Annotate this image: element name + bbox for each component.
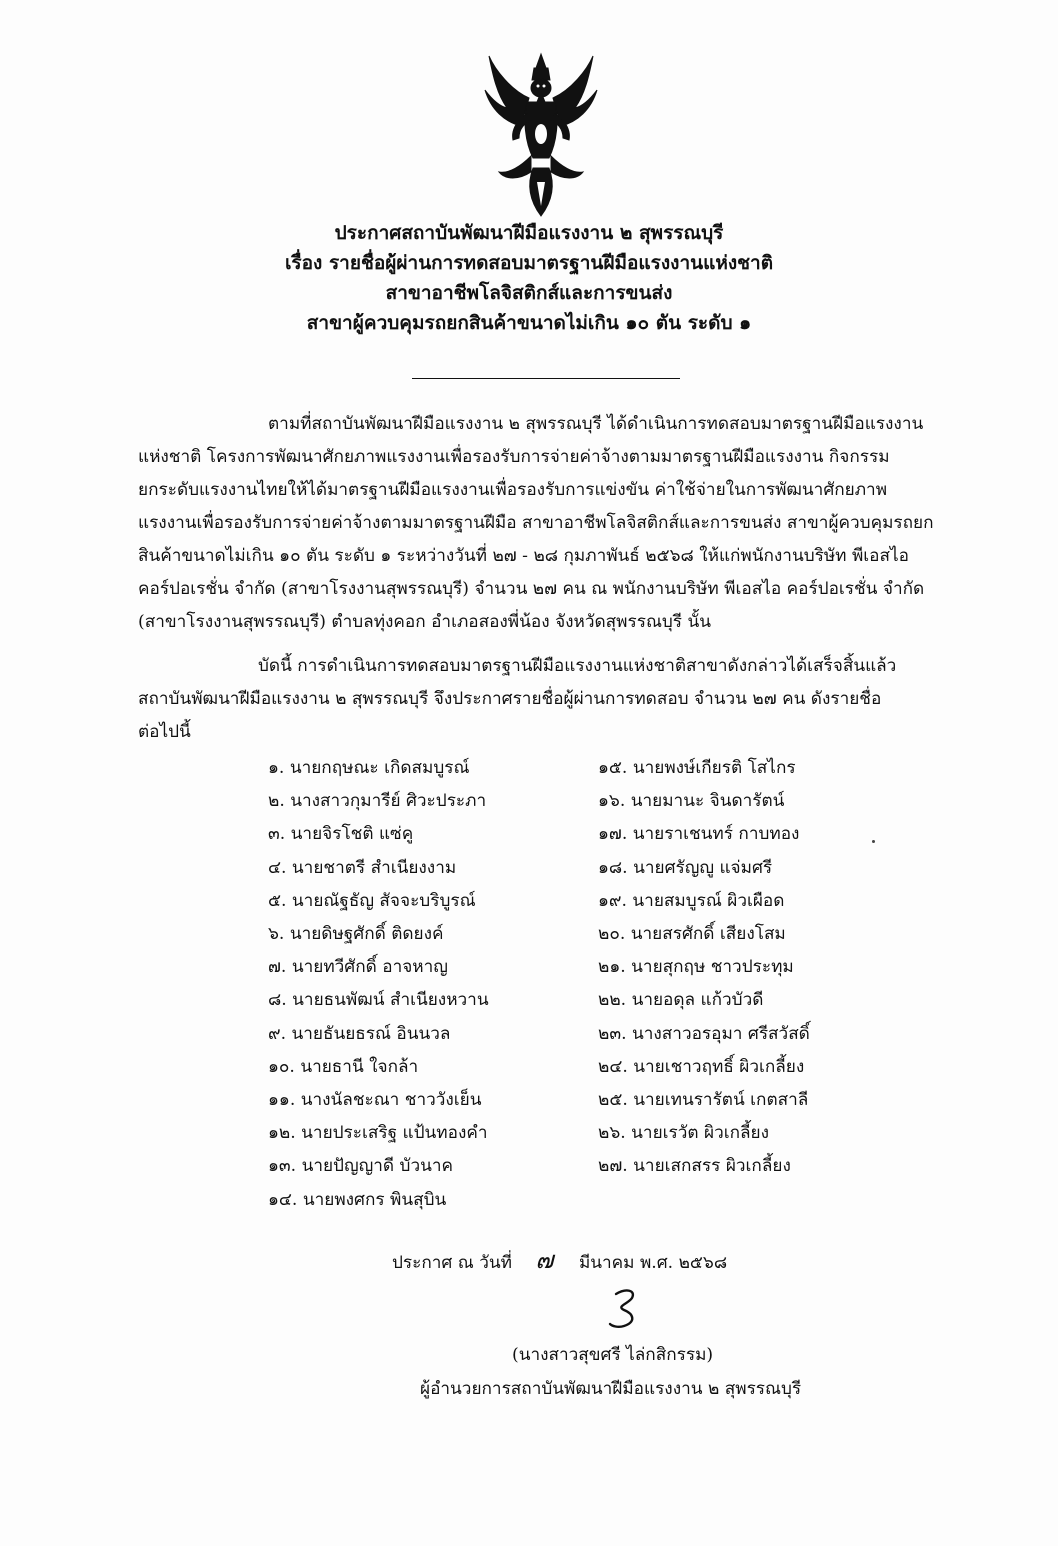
list-item: ๒๗. นายเสกสรร ผิวเกลี้ยง [598,1156,791,1177]
paragraph-line: แห่งชาติ โครงการพัฒนาศักยภาพแรงงานเพื่อรองรับการจ่ายค่าจ้างตามมาตรฐานฝีมือแรงงาน กิจกรรม [138,447,890,467]
paragraph-line: บัดนี้ การดำเนินการทดสอบมาตรฐานฝีมือแรงงานแห่งชาติสาขาดังกล่าวได้เสร็จสิ้นแล้ว [258,656,897,676]
paragraph-line: ตามที่สถาบันพัฒนาฝีมือแรงงาน ๒ สุพรรณบุรี ได้ดำเนินการทดสอบมาตรฐานฝีมือแรงงาน [268,414,924,434]
list-item: ๒๐. นายสรศักดิ์ เสียงโสม [598,924,786,945]
handwritten-day: ๗ [535,1246,554,1274]
garuda-emblem-icon [481,50,601,220]
passed-names-right-column [598,752,810,1184]
signer-name: (นางสาวสุขศรี ไล่กสิกรรม) [512,1345,714,1365]
list-item: ๑๔. นายพงศกร พินสุบิน [268,1189,447,1210]
list-item: ๑๒. นายประเสริฐ แป้นทองคำ [268,1123,488,1144]
scan-speck [872,840,875,843]
paragraph-line: คอร์ปอเรชั่น จำกัด (สาขาโรงงานสุพรรณบุรี) จำนวน ๒๗ คน ณ พนักงานบริษัท พีเอสไอ คอร์ปอเรชั่น จำกัด [138,579,925,599]
announcement-date [392,1240,727,1279]
paragraph-line: แรงงานเพื่อรองรับการจ่ายค่าจ้างตามมาตรฐานฝีมือ สาขาอาชีพโลจิสติกส์และการขนส่ง สาขาผู้ควบคุมรถยก [138,513,934,533]
heading-line-4: สาขาผู้ควบคุมรถยกสินค้าขนาดไม่เกิน ๑๐ ตัน ระดับ ๑ [306,312,752,334]
paragraph-line: สถาบันพัฒนาฝีมือแรงงาน ๒ สุพรรณบุรี จึงประกาศรายชื่อผู้ผ่านการทดสอบ จำนวน ๒๗ คน ดังรายชื่อ [138,689,882,709]
list-item: ๒๔. นายเชาวฤทธิ์ ผิวเกลี้ยง [598,1056,805,1077]
list-item: ๖. นายดิษฐศักดิ์ ติดยงค์ [268,924,444,945]
passed-names-left-column [268,752,489,1217]
paragraph-line: สินค้าขนาดไม่เกิน ๑๐ ตัน ระดับ ๑ ระหว่างวันที่ ๒๗ - ๒๘ กุมภาพันธ์ ๒๕๖๘ ให้แก่พนักงานบริษัท พีเอสไอ [138,546,909,566]
list-item: ๕. นายณัฐธัญ สัจจะบริบูรณ์ [268,890,476,911]
list-item: ๒๖. นายเรวัต ผิวเกลี้ยง [598,1123,770,1144]
paragraph-intro [138,408,976,639]
list-item: ๘. นายธนพัฒน์ สำเนียงหวาน [268,990,489,1011]
heading-line-3: สาขาอาชีพโลจิสติกส์และการขนส่ง [385,282,673,304]
list-item: ๑๐. นายธานี ใจกล้า [268,1056,419,1077]
list-item: ๑๕. นายพงษ์เกียรติ โสไกร [598,758,796,778]
list-item: ๑๑. นางนัลชะณา ชาววังเย็น [268,1090,482,1111]
list-item: ๙. นายธันยธรณ์ อินนวล [268,1023,451,1044]
date-month-year: มีนาคม พ.ศ. ๒๕๖๘ [578,1253,728,1273]
paragraph-line: ต่อไปนี้ [138,722,191,742]
signer-title: ผู้อำนวยการสถาบันพัฒนาฝีมือแรงงาน ๒ สุพรรณบุรี [420,1379,802,1399]
heading-divider [412,378,680,379]
list-item: ๒๕. นายเทนรารัตน์ เกตสาลี [598,1090,809,1111]
list-item: ๒๒. นายอดุล แก้วบัวดี [598,990,764,1011]
list-item: ๑๓. นายปัญญาดี บัวนาค [268,1156,453,1177]
list-item: ๒. นางสาวกุมารีย์ ศิวะประภา [268,791,487,812]
list-item: ๒๓. นางสาวอรอุมา ศรีสวัสดิ์ [598,1023,810,1044]
list-item: ๑. นายกฤษณะ เกิดสมบูรณ์ [268,758,470,778]
handwritten-signature-icon [602,1284,662,1334]
list-item: ๓. นายจิรโชติ แซ่คู [268,824,414,845]
heading-line-2: เรื่อง รายชื่อผู้ผ่านการทดสอบมาตรฐานฝีมือแรงงานแห่งชาติ [284,252,774,274]
paragraph-line: (สาขาโรงงานสุพรรณบุรี) ตำบลทุ่งคอก อำเภอสองพี่น้อง จังหวัดสุพรรณบุรี นั้น [138,612,712,632]
list-item: ๒๑. นายสุกฤษ ชาวประทุม [598,957,794,978]
date-prefix: ประกาศ ณ วันที่ [392,1253,512,1273]
paragraph-line: ยกระดับแรงงานไทยให้ได้มาตรฐานฝีมือแรงงานเพื่อรองรับการแข่งขัน ค่าใช้จ่ายในการพัฒนาศักยภาพ [138,480,888,500]
list-item: ๑๖. นายมานะ จินดารัตน์ [598,791,785,812]
paragraph-result [138,650,976,749]
list-item: ๑๙. นายสมบูรณ์ ผิวเผือด [598,890,785,911]
list-item: ๑๗. นายราเชนทร์ กาบทอง [598,824,800,845]
list-item: ๔. นายชาตรี สำเนียงงาม [268,857,457,878]
heading-line-1: ประกาศสถาบันพัฒนาฝีมือแรงงาน ๒ สุพรรณบุรี [334,222,724,244]
list-item: ๗. นายทวีศักดิ์ อาจหาญ [268,957,448,978]
announcement-heading [0,218,1058,338]
list-item: ๑๘. นายศรัญญู แจ่มศรี [598,857,773,878]
